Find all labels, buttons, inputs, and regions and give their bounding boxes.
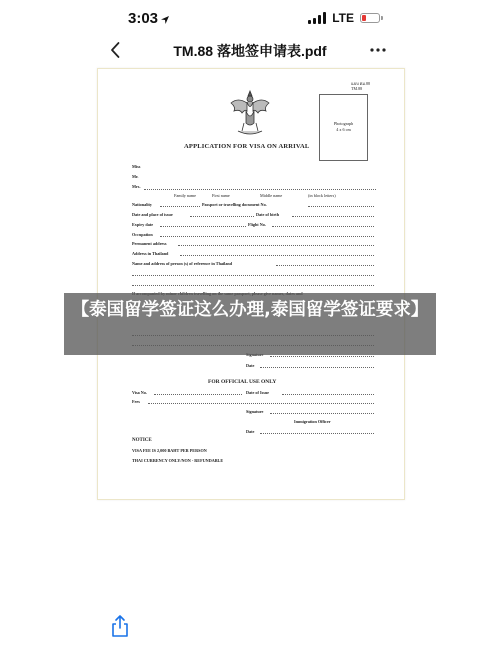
label-occupation: Occupation [132,232,153,237]
label-flight-no: Flight No. [248,222,266,227]
status-time: 3:03 [128,10,159,27]
label-date: Date [246,363,255,368]
label-expiry-date: Expiry date [132,222,154,227]
label-passport: Passport or travelling document No. [202,202,267,207]
label-date-of-issue: Date of Issue [246,390,270,395]
form-code: แบบ ตม.88 TM.88 [351,81,370,91]
salutation-mr: Mr. [132,174,139,179]
pdf-page[interactable] [97,68,405,500]
notice-visa-fee: VISA FEE IS 2,000 BAHT PER PERSON [132,448,207,453]
label-nationality: Nationality [132,202,153,207]
label-permanent-address: Permanent address [132,241,167,246]
battery-icon [360,13,380,23]
status-bar [0,0,500,36]
notice-currency: THAI CURRENCY ONLY/NON - REFUNDABLE [132,458,224,463]
thai-garuda-emblem-icon [228,87,272,139]
label-first-name: First name [212,193,230,198]
title-banner [64,293,436,355]
notice-title: NOTICE [132,438,152,443]
document-title: TM.88 落地签申请表.pdf [173,43,327,59]
label-officer-date: Date [246,429,255,434]
more-button[interactable] [366,38,390,62]
salutation-miss: Miss [132,164,141,169]
cellular-signal-icon [308,12,326,24]
battery-level [362,15,366,21]
more-horizontal-icon [366,38,390,62]
label-reference-thailand: Name and address of person (s) of reference in Thailand [132,261,233,266]
label-address-thailand: Address in Thailand [132,251,169,256]
label-middle-name: Middle name [260,193,283,198]
network-type: LTE [332,11,354,25]
label-visa-no: Visa No. [132,390,147,395]
nav-bar [0,36,500,64]
label-immigration-officer: Immigration Officer [294,419,331,424]
share-icon [110,614,130,638]
label-fees: Fees [132,399,140,404]
status-indicators [308,11,380,25]
label-date-place-issue: Date and place of issue [132,212,173,217]
banner-text: 【泰国留学签证这么办理,泰国留学签证要求】 [71,300,429,320]
label-block-letters: (in block letters) [308,193,336,198]
salutation-mrs: Mrs. [132,184,141,189]
label-family-name: Family name [174,193,196,198]
label-date-of-birth: Date of birth [256,212,280,217]
photo-box: Photograph 4 x 6 cm [319,94,368,161]
location-arrow-icon [160,12,170,30]
form-title: APPLICATION FOR VISA ON ARRIVAL [184,143,310,150]
official-use-title: FOR OFFICIAL USE ONLY [208,379,277,385]
label-officer-signature: Signature [246,409,264,414]
share-button[interactable] [110,614,130,638]
